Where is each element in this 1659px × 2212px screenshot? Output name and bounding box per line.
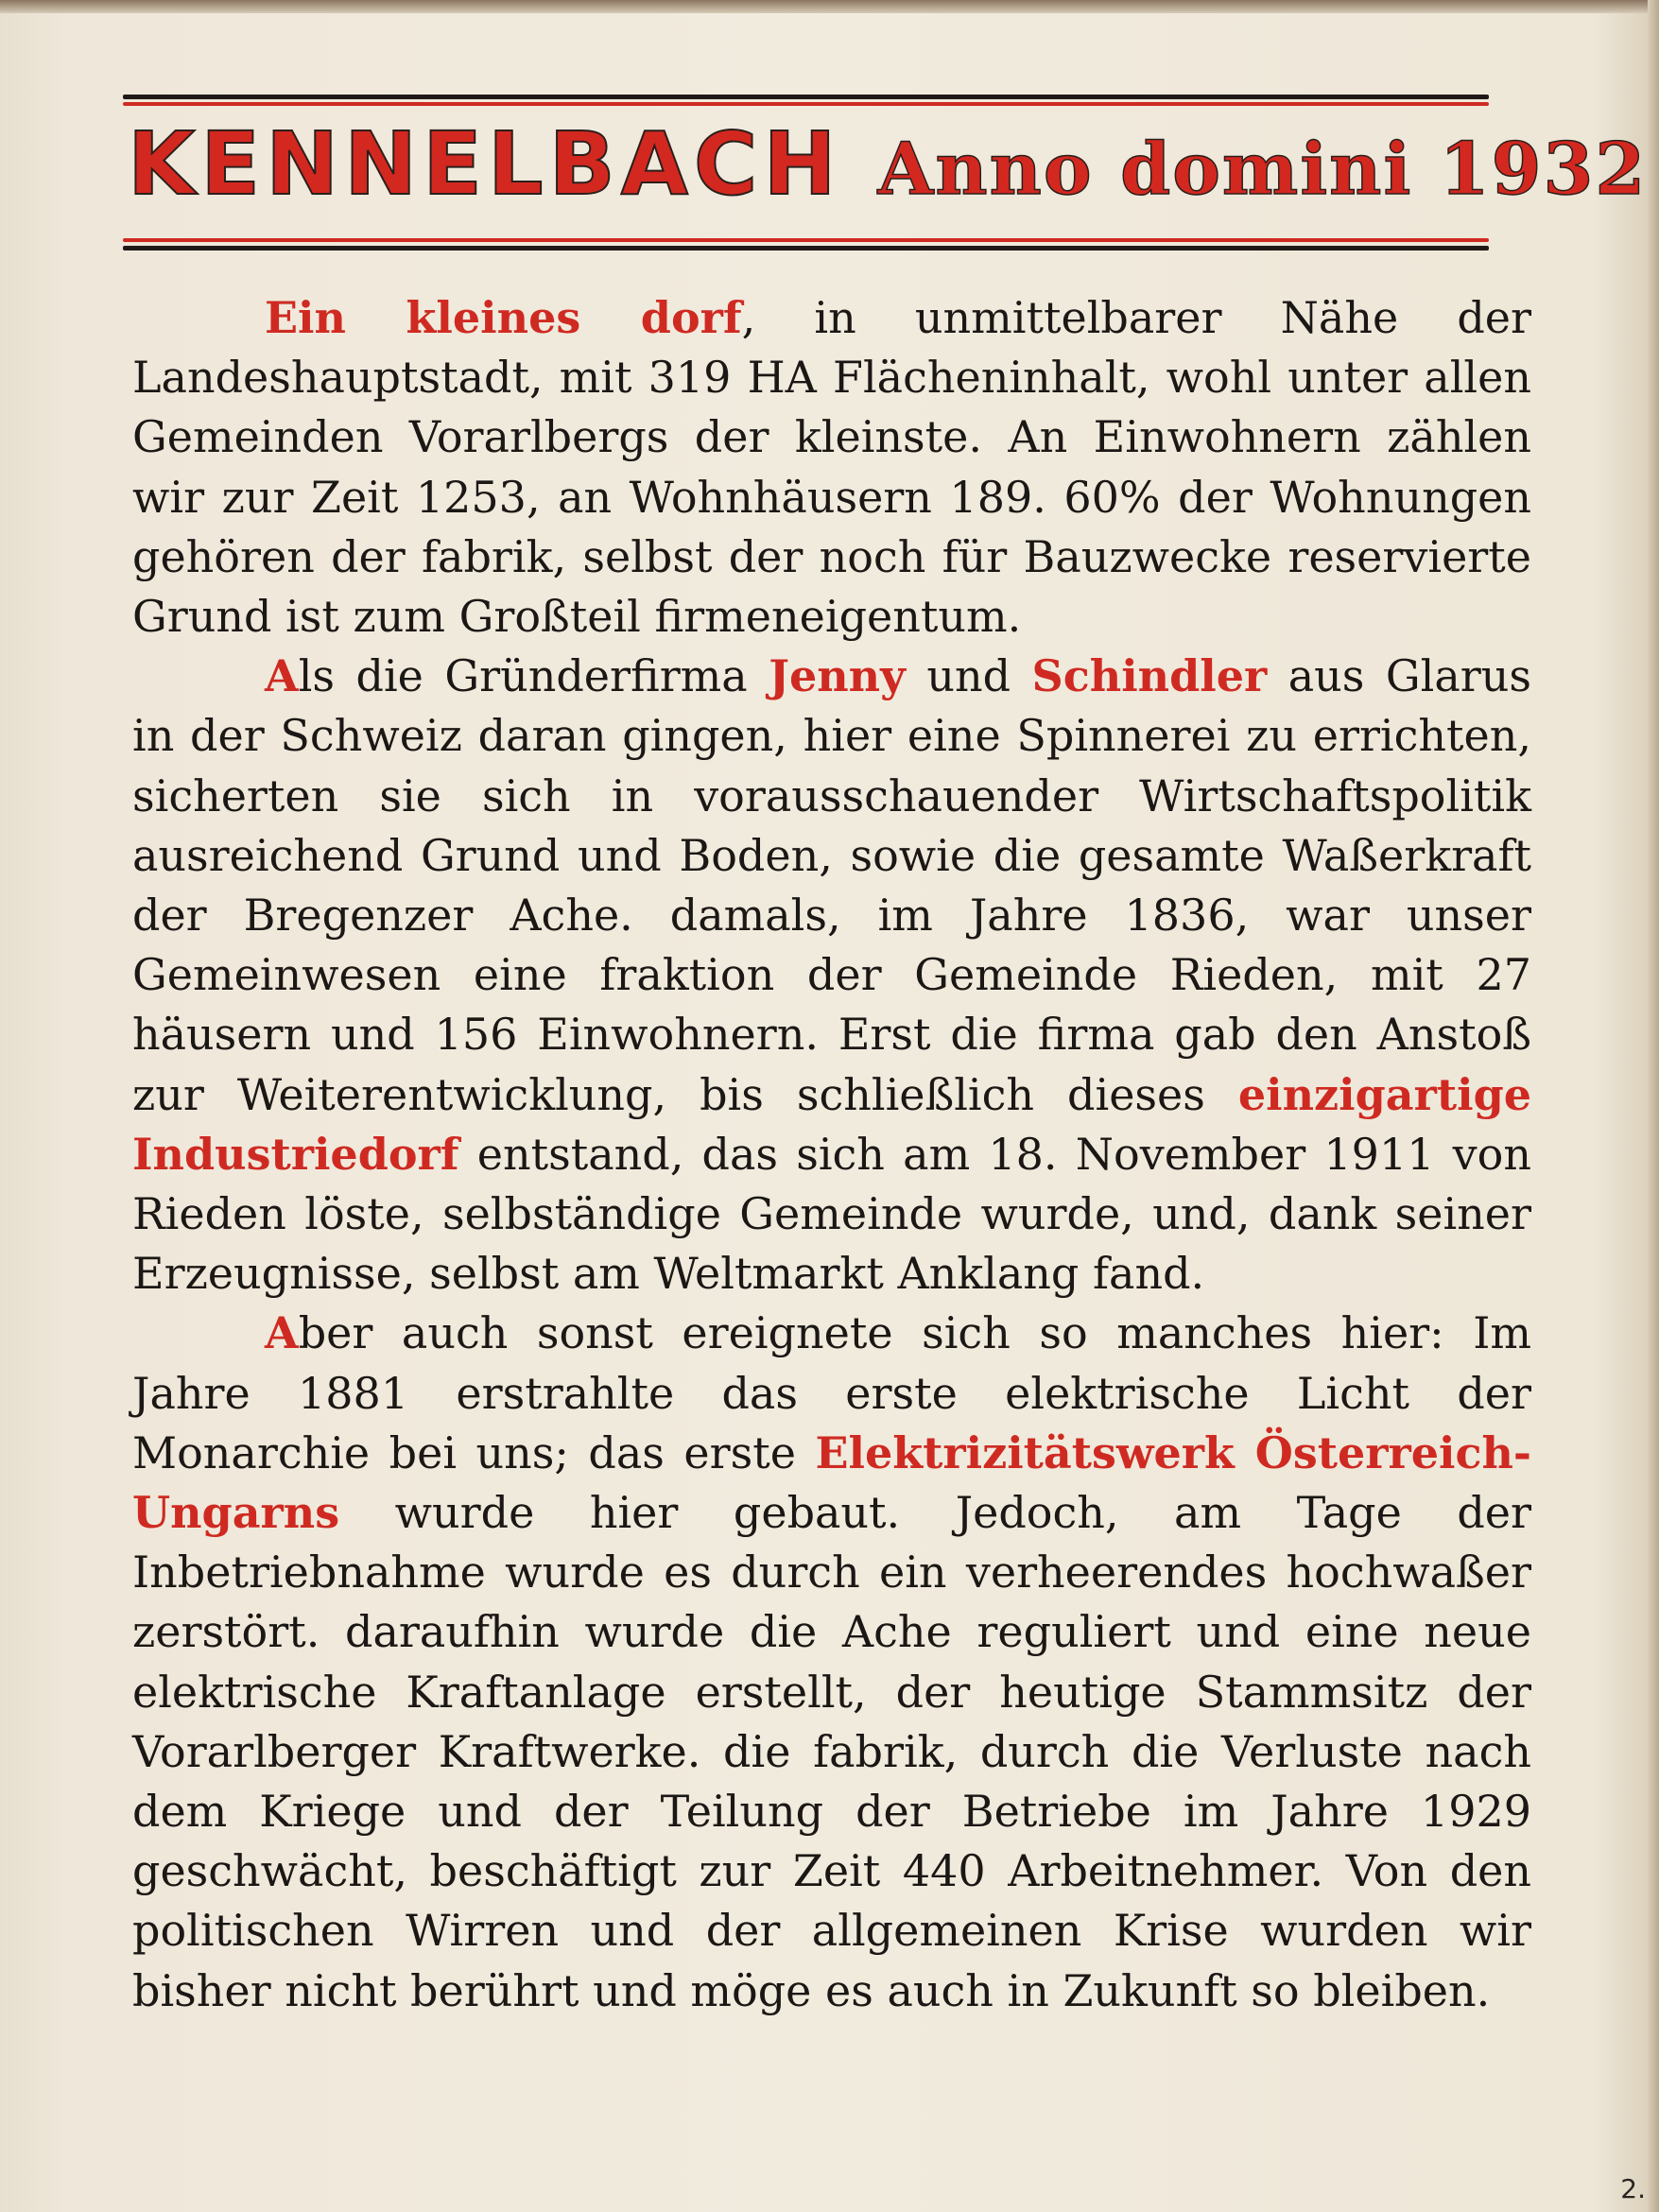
paragraph — [132, 288, 1531, 647]
text-segment: ber auch sonst ereignete sich so manches hier: Im Jahre 1881 erstrahlte das erste elektrische Licht der Monarchie bei uns; das erste — [132, 1307, 1531, 1478]
text-segment: entstand, das sich am 18. November 1911 von Rieden löste, selbständige Gemeinde wurde, und, dank seiner Erzeugnisse, selbst am Weltmarkt Anklang fand. — [132, 1128, 1531, 1300]
paragraph — [132, 1304, 1531, 2020]
text-segment: ls die Gründerfirma — [298, 650, 769, 702]
text-segment: und — [905, 650, 1032, 702]
page-right-edge — [1648, 0, 1659, 2212]
text-segment: aus Glarus in der Schweiz daran gingen, hier eine Spinnerei zu errichten, sicherten sie sich in vorausschauender Wirtschaftspolitik ausreichend Grund und Boden, sowie die gesamte Waßerkraft der Bregenzer Ache. damals, im Jahre 1836, war unser Gemeinwesen eine fraktion der Gemeinde Rieden, mit 27 häusern und 156 Einwohnern. Erst die firma gab den Anstoß zur Weiterentwicklung, bis schließlich dieses — [132, 650, 1531, 1120]
page-top-edge — [0, 0, 1659, 13]
title-year-text: Anno domini 1932 — [877, 127, 1648, 211]
top-black-rule — [123, 95, 1489, 99]
body-text — [132, 288, 1531, 2021]
red-highlight-text: Elektrizitätswerk Österreich-Ungarns — [132, 1426, 1531, 1539]
text-segment: wurde hier gebaut. Jedoch, am Tage der Inbetriebnahme wurde es durch ein verheerendes hochwaßer zerstört. daraufhin wurde die Ache reguliert und eine neue elektrische Kraftanlage erstellt, der heutige Stammsitz der Vorarlberger Kraftwerke. die fabrik, durch die Verluste nach dem Kriege und der Teilung der Betriebe im Jahre 1929 geschwächt, beschäftigt zur Zeit 440 Arbeitnehmer. Von den politischen Wirren und der allgemeinen Krise wurden wir bisher nicht berührt und möge es auch in Zukunft so bleiben. — [132, 1487, 1531, 2016]
red-highlight-text: einzigartige Industriedorf — [132, 1068, 1531, 1180]
page-header — [128, 113, 1648, 236]
red-highlight-text: Schindler — [1031, 650, 1268, 702]
top-red-rule — [123, 102, 1489, 106]
red-lead-phrase: Ein kleines dorf — [265, 292, 742, 343]
paragraph — [132, 647, 1531, 1304]
red-initial: A — [265, 650, 299, 702]
title-place-name: KENNELBACH — [128, 113, 842, 215]
red-highlight-text: Jenny — [769, 650, 906, 702]
text-segment: , in unmittelbarer Nähe der Landeshauptstadt, mit 319 HA Flächeninhalt, wohl unter allen Gemeinden Vorarlbergs der kleinste. An Einwohnern zählen wir zur Zeit 1253, an Wohnhäusern 189. 60% der Wohnungen gehören der fabrik, selbst der noch für Bauzwecke reservierte Grund ist zum Großteil firmeneigentum. — [132, 292, 1531, 643]
page-number: 2. — [1620, 2173, 1646, 2204]
red-initial: A — [265, 1307, 299, 1359]
bottom-black-rule — [123, 246, 1489, 251]
bottom-red-rule — [123, 238, 1489, 242]
